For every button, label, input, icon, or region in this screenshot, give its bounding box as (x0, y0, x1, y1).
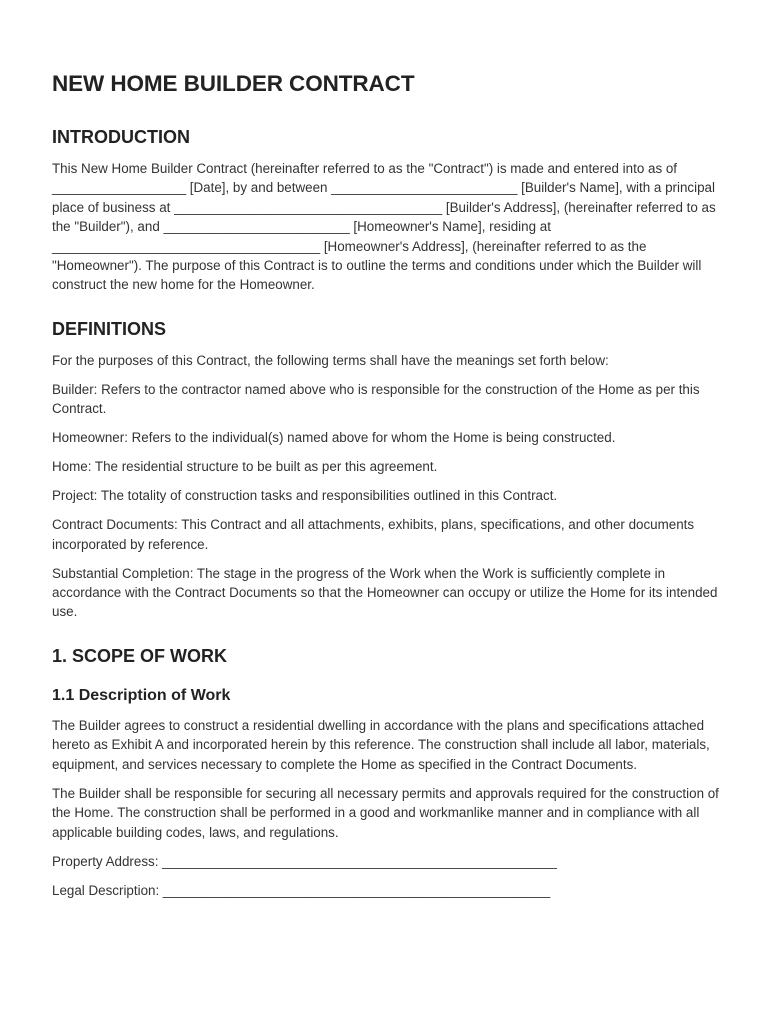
definition-builder: Builder: Refers to the contractor named above who is responsible for the construction of the Home as per this Contract. (52, 381, 700, 417)
scope-of-work-section (52, 644, 720, 900)
scope-heading: 1. SCOPE OF WORK (52, 645, 228, 666)
scope-paragraph-1: The Builder agrees to construct a residential dwelling in accordance with the plans and specifications attached hereto as Exhibit A and incorporated herein by this reference. The construction shall include all labor, materials, equipment, and services necessary to complete the Home as specified in the Contract Documents. (52, 717, 710, 772)
property-address-line: Property Address: _____________________________________________________ (52, 853, 557, 869)
description-of-work-heading: 1.1 Description of Work (52, 686, 231, 704)
definition-homeowner: Homeowner: Refers to the individual(s) named above for whom the Home is being constructed. (52, 430, 616, 446)
definition-contract-documents: Contract Documents: This Contract and all attachments, exhibits, plans, specifications, and other documents incorporated by reference. (52, 517, 695, 552)
introduction-heading: INTRODUCTION (52, 127, 190, 147)
legal-description-line: Legal Description: ____________________________________________________ (52, 882, 551, 898)
definitions-heading: DEFINITIONS (52, 318, 167, 339)
introduction-paragraph: This New Home Builder Contract (hereinafter referred to as the "Contract") is made and entered into as of __________________ [Date], by and between _________________________ [Builder's Name], with a principal place of business at ____________________________________ [Builder's Address], (hereinafter referred to as the "Builder"), and _________________________ [Homeowner's Name], residing at ____________________________________ [Homeowner's Address], (hereinafter referred to as the "Homeowner"). The purpose of this Contract is to outline the terms and conditions under which the Builder will construct the new home for the Homeowner. (52, 161, 716, 293)
definition-home: Home: The residential structure to be built as per this agreement. (52, 459, 438, 475)
definition-substantial-completion: Substantial Completion: The stage in the progress of the Work when the Work is sufficiently complete in accordance with the Contract Documents so that the Homeowner can occupy or utilize the Home for its intended use. (52, 565, 718, 620)
definitions-intro: For the purposes of this Contract, the following terms shall have the meanings set forth below: (52, 352, 609, 368)
scope-paragraph-2: The Builder shall be responsible for securing all necessary permits and approvals required for the construction of the Home. The construction shall be performed in a good and workmanlike manner and in compliance with all applicable building codes, laws, and regulations. (52, 785, 719, 840)
definition-project: Project: The totality of construction tasks and responsibilities outlined in this Contract. (52, 488, 558, 504)
document-title: NEW HOME BUILDER CONTRACT (52, 71, 415, 96)
definitions-section (52, 317, 720, 622)
introduction-section (52, 125, 720, 295)
